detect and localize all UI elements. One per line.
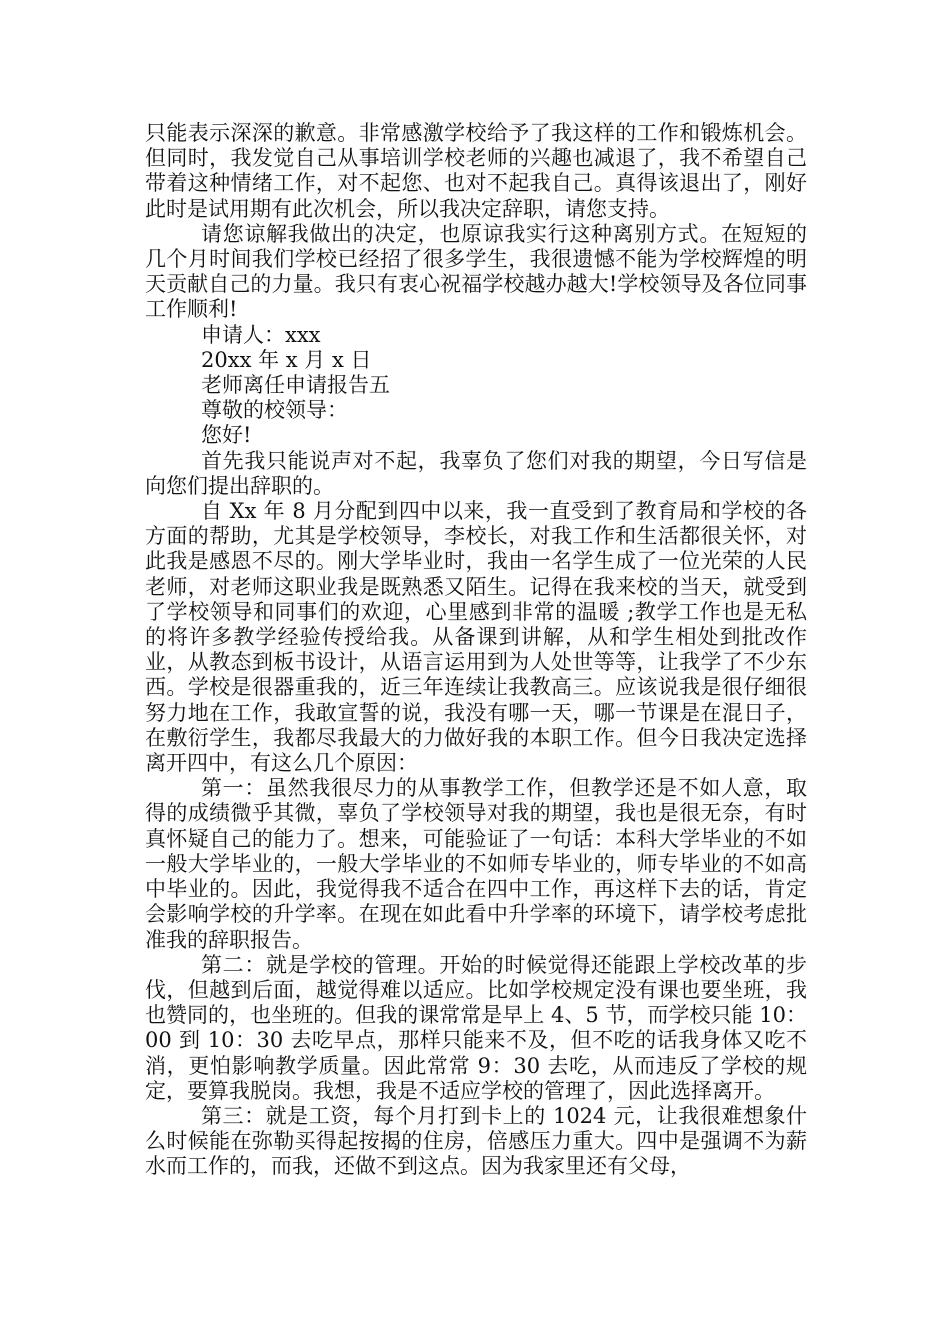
date-line: 20xx 年 x 月 x 日 bbox=[201, 347, 372, 372]
section-title: 老师离任申请报告五 bbox=[201, 373, 390, 398]
paragraph-understanding: 请您谅解我做出的决定，也原谅我实行这种离别方式。在短短的几个月时间我们学校已经招了很多学生，我很遗憾不能为学校辉煌的明天贡献自己的力量。我只有衷心祝福学校越办越大!学校领导及各位同事工作顺利! bbox=[145, 221, 807, 322]
paragraph-reason-two: 第二：就是学校的管理。开始的时候觉得还能跟上学校改革的步伐，但越到后面，越觉得难以适应。比如学校规定没有课也要坐班，我也赞同的，也坐班的。但我的课常常是早上 4、5 节，而学校只能 10：00 到 10：30 去吃早点，那样只能来不及，但不吃的话我身体又吃不消，更怕影响教学质量。因此常常 9：30 去吃，从而违反了学校的规定，要算我脱岗。我想，我是不适应学校的管理了，因此选择离开。 bbox=[145, 952, 807, 1103]
paragraph-continuation: 只能表示深深的歉意。非常感激学校给予了我这样的工作和锻炼机会。但同时，我发觉自己从事培训学校老师的兴趣也减退了，我不希望自己带着这种情绪工作，对不起您、也对不起我自己。真得该退出了，刚好此时是试用期有此次机会，所以我决定辞职，请您支持。 bbox=[145, 121, 807, 221]
paragraph-reason-three: 第三：就是工资，每个月打到卡上的 1024 元，让我很难想象什么时候能在弥勒买得起按揭的住房，倍感压力重大。四中是强调不为薪水而工作的，而我，还做不到这点。因为我家里还有父母， bbox=[145, 1103, 807, 1179]
paragraph-reason-one: 第一：虽然我很尽力的从事教学工作，但教学还是不如人意，取得的成绩微乎其微，辜负了学校领导对我的期望，我也是很无奈，有时真怀疑自己的能力了。想来，可能验证了一句话：本科大学毕业的不如一般大学毕业的，一般大学毕业的不如师专毕业的，师专毕业的不如高中毕业的。因此，我觉得我不适合在四中工作，再这样下去的话，肯定会影响学校的升学率。在现在如此看中升学率的环境下，请学校考虑批准我的辞职报告。 bbox=[145, 776, 807, 952]
paragraph-apology: 首先我只能说声对不起，我辜负了您们对我的期望，今日写信是向您们提出辞职的。 bbox=[145, 448, 807, 498]
greeting: 您好! bbox=[201, 423, 252, 448]
paragraph-background: 自 Xx 年 8 月分配到四中以来，我一直受到了教育局和学校的各方面的帮助，尤其是学校领导，李校长，对我工作和生活都很关怀，对此我是感恩不尽的。刚大学毕业时，我由一名学生成了一位光荣的人民老师，对老师这职业我是既熟悉又陌生。记得在我来校的当天，就受到了学校领导和同事们的欢迎，心里感到非常的温暖 ;教学工作也是无私的将许多教学经验传授给我。从备课到讲解，从和学生相处到批改作业，从教态到板书设计，从语言运用到为人处世等等，让我学了不少东西。学校是很器重我的，近三年连续让我教高三。应该说我是很仔细很努力地在工作，我敢宣誓的说，我没有哪一天，哪一节课是在混日子，在敷衍学生，我都尽我最大的力做好我的本职工作。但今日我决定选择离开四中，有这么几个原因： bbox=[145, 499, 807, 776]
salutation: 尊敬的校领导： bbox=[201, 398, 348, 423]
applicant-line: 申请人：xxx bbox=[201, 322, 321, 347]
document-page bbox=[145, 121, 807, 1180]
